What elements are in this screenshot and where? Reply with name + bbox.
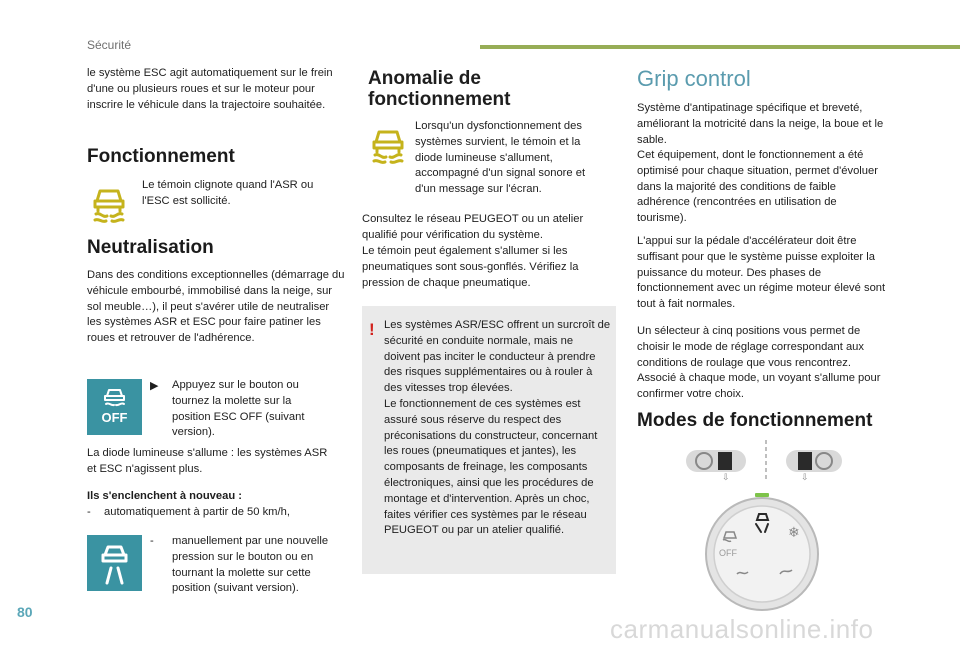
grip-text-1: Système d'antipatinage spécifique et breveté, améliorant la motricité dans la neige, la boue et le sable. bbox=[637, 102, 884, 146]
grip-control-dial-illustration bbox=[682, 440, 842, 612]
warning-exclamation-icon: ! bbox=[369, 320, 375, 339]
header-accent-bar bbox=[480, 45, 960, 49]
anomalie-text: Lorsqu'un dysfonctionnement des systèmes survient, le témoin et la diode lumineuse s'allument, accompagné d'un signal sonore et d'un message sur l'écran. bbox=[415, 120, 586, 196]
dash-1: - bbox=[87, 506, 91, 518]
esc-off-button-image bbox=[87, 379, 142, 435]
modes-heading: Modes de fonctionnement bbox=[637, 410, 873, 431]
watermark: carmanualsonline.info bbox=[610, 614, 874, 644]
warning-text-1: Les systèmes ASR/ESC offrent un surcroît de sécurité en conduite normale, mais ne doivent pas inciter le conducteur à prendre des risques supplémentaires ou à rouler à des vitesses trop élevées. bbox=[384, 319, 611, 395]
press-button-text: Appuyez sur le bouton ou tournez la molette sur la position ESC OFF (suivant version). bbox=[172, 379, 305, 439]
svg-text:OFF: OFF bbox=[101, 410, 128, 425]
neutralisation-heading: Neutralisation bbox=[87, 237, 214, 258]
esc-off-icon bbox=[87, 379, 142, 435]
intro-paragraph: le système ESC agit automatiquement sur le frein d'une ou plusieurs roues et sur le moteur pour inscrire le véhicule dans la trajectoire souhaitée. bbox=[87, 67, 333, 111]
section-header: Sécurité bbox=[87, 38, 132, 52]
esc-fault-icon bbox=[370, 124, 406, 164]
right-hand-illustration bbox=[786, 450, 842, 482]
grip-text-3: L'appui sur la pédale d'accélérateur doit être suffisant pour que le système puisse exploiter la puissance du moteur. Des phases de fonctionnement avec un régime moteur élevé sont tout à fait normales. bbox=[637, 235, 886, 311]
neutralisation-text: Dans des conditions exceptionnelles (démarrage du véhicule embourbé, immobilisé dans la neige, sur sol meuble…), il peut s'avérer utile de neutraliser les systèmes ASR et ESC pour faire patiner les roues et retrouver de l'adhérence. bbox=[87, 269, 345, 345]
anomalie-heading-line1: Anomalie de bbox=[368, 68, 481, 89]
svg-text:OFF: OFF bbox=[719, 548, 737, 558]
page-number: 80 bbox=[17, 604, 33, 620]
dash-2: - bbox=[150, 535, 154, 547]
esc-button-image bbox=[87, 535, 142, 591]
reengage-heading: Ils s'enclenchent à nouveau : bbox=[87, 490, 242, 502]
svg-text:⇩: ⇩ bbox=[722, 472, 730, 482]
consult-text-1: Consultez le réseau PEUGEOT ou un atelier qualifié pour vérification du système. bbox=[362, 213, 584, 241]
anomalie-heading-line2: fonctionnement bbox=[368, 89, 511, 110]
grip-text-4: Un sélecteur à cinq positions vous permet de choisir le mode de réglage correspondant aux conditions de roulage que vous rencontrez. Associé à chaque mode, un voyant s'allume pour confirmer votre choix. bbox=[637, 325, 881, 401]
manual-item: manuellement par une nouvelle pression sur le bouton ou en tournant la molette sur cette position (suivant version). bbox=[172, 535, 329, 595]
svg-text:⇩: ⇩ bbox=[801, 472, 809, 482]
diode-text: La diode lumineuse s'allume : les systèmes ASR et ESC n'agissent plus. bbox=[87, 447, 328, 475]
svg-text:❄: ❄ bbox=[788, 525, 800, 541]
left-hand-illustration bbox=[686, 450, 746, 482]
esc-skid-icon bbox=[87, 535, 142, 591]
fonctionnement-heading: Fonctionnement bbox=[87, 146, 235, 167]
esc-warning-icon bbox=[91, 183, 127, 223]
auto-item: automatiquement à partir de 50 km/h, bbox=[104, 506, 290, 518]
grip-control-heading: Grip control bbox=[637, 66, 751, 91]
warning-text-2: Le fonctionnement de ces systèmes est assuré sous réserve du respect des préconisations du constructeur, concernant les roues (pneumatiques et jantes), les composants de freinage, les composants électroniques, ainsi que les procédures de montage et d'intervention. Après un choc, faites vérifier ces systèmes par le réseau PEUGEOT ou par un atelier qualifié. bbox=[384, 398, 598, 537]
bullet-arrow-icon: ▶ bbox=[150, 380, 159, 392]
grip-text-2: Cet équipement, dont le fonctionnement a été optimisé pour chaque situation, permet d'évoluer dans la majorité des conditions de faible adhérence (rencontrées en utilisation de tourisme). bbox=[637, 149, 878, 225]
fonctionnement-text: Le témoin clignote quand l'ASR ou l'ESC est sollicité. bbox=[142, 179, 314, 207]
consult-text-2: Le témoin peut également s'allumer si les pneumatiques sont sous-gonflés. Vérifiez la pression de chaque pneumatique. bbox=[362, 245, 579, 289]
